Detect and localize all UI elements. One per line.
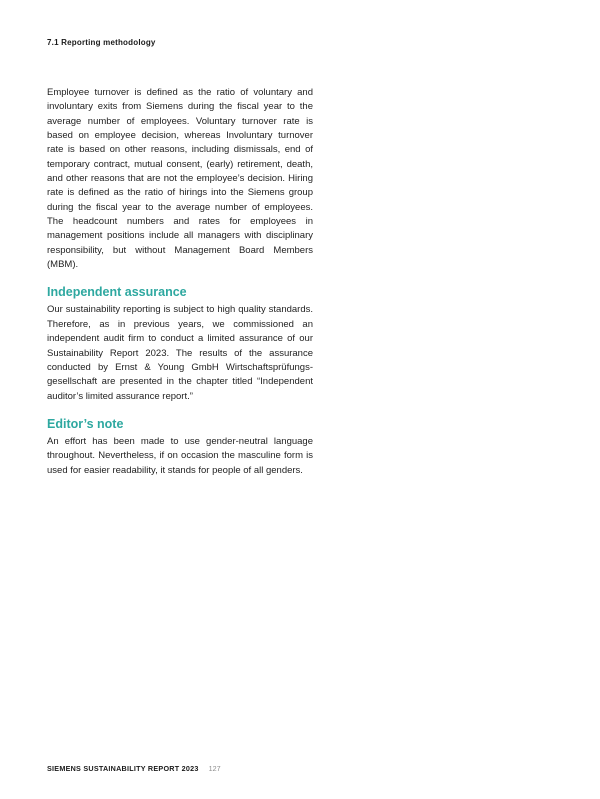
paragraph-independent-assurance: Our sustainability reporting is subject to high quality standards. Therefore, as in previous years, we commissioned an independent audit firm to conduct a limited assurance of our Sustainability Report 2023. The results of the assurance conducted by Ernst & Young GmbH Wirtschaftsprüfungsgesellschaft are presented in the chapter titled “Independent auditor’s limited assurance report.” <box>47 304 313 402</box>
section-editors-note <box>47 417 313 478</box>
footer-page-number: 127 <box>208 764 221 773</box>
section-independent-assurance <box>47 285 313 403</box>
page-footer <box>47 764 221 773</box>
paragraph-employee-turnover: Employee turnover is defined as the ratio of voluntary and involuntary exits from Siemens during the fiscal year to the average number of employees. Voluntary turnover rate is based on employee decision, whereas Involuntary turnover rate is based on other reasons, including dismissals, end of temporary contract, mutual consent, (early) retirement, death, and other reasons that are not the employee’s decision. Hiring rate is defined as the ratio of hirings into the Siemens group during the fiscal year to the average number of employees. The headcount numbers and rates for employees in management positions include all managers with disciplinary responsibility, but without Management Board Members (MBM). <box>47 87 313 271</box>
running-header: 7.1 Reporting methodology <box>47 38 156 47</box>
paragraph-editors-note: An effort has been made to use gender-neutral language throughout. Nevertheless, if on occasion the masculine form is used for easier readability, it stands for people of all genders. <box>47 435 313 476</box>
section-heading-editors-note: Editor’s note <box>47 416 124 431</box>
section-heading-independent-assurance: Independent assurance <box>47 285 187 300</box>
footer-report-title: SIEMENS SUSTAINABILITY REPORT 2023 <box>47 764 199 773</box>
page-content <box>47 86 313 478</box>
